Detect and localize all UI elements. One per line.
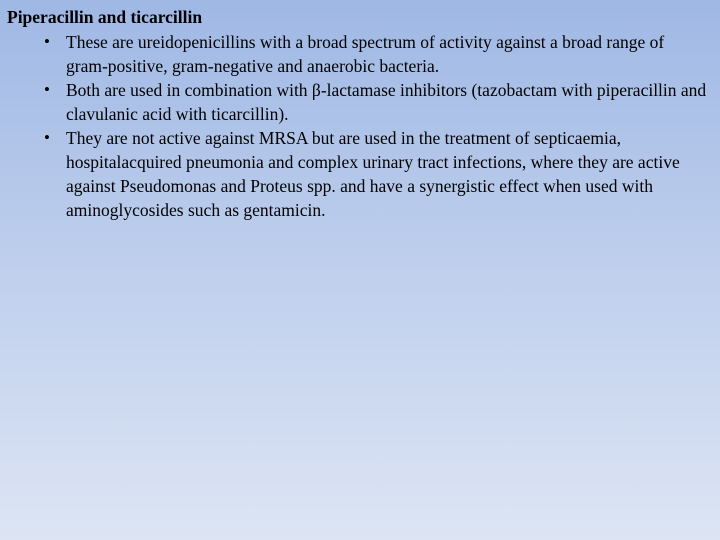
bullet-text: Both are used in combination with β-lactamase inhibitors (tazobactam with piperacillin and clavulanic acid with ticarcillin). (66, 80, 707, 124)
bullet-icon: • (44, 80, 50, 99)
bullet-icon: • (44, 32, 50, 51)
bullet-item (0, 78, 710, 126)
bullet-text: These are ureidopenicillins with a broad spectrum of activity against a broad range of gram-positive, gram-negative and anaerobic bacteria. (66, 32, 665, 76)
slide-title: Piperacillin and ticarcillin (7, 7, 203, 27)
bullet-item (0, 30, 710, 78)
bullet-icon: • (44, 128, 50, 147)
bullet-text: They are not active against MRSA but are used in the treatment of septicaemia, hospitalacquired pneumonia and complex urinary tract infections, where they are active against Pseudomonas and Proteus spp. and have a synergistic effect when used with aminoglycosides such as gentamicin. (66, 128, 680, 220)
bullet-item (0, 126, 710, 222)
bullet-list (0, 30, 710, 222)
